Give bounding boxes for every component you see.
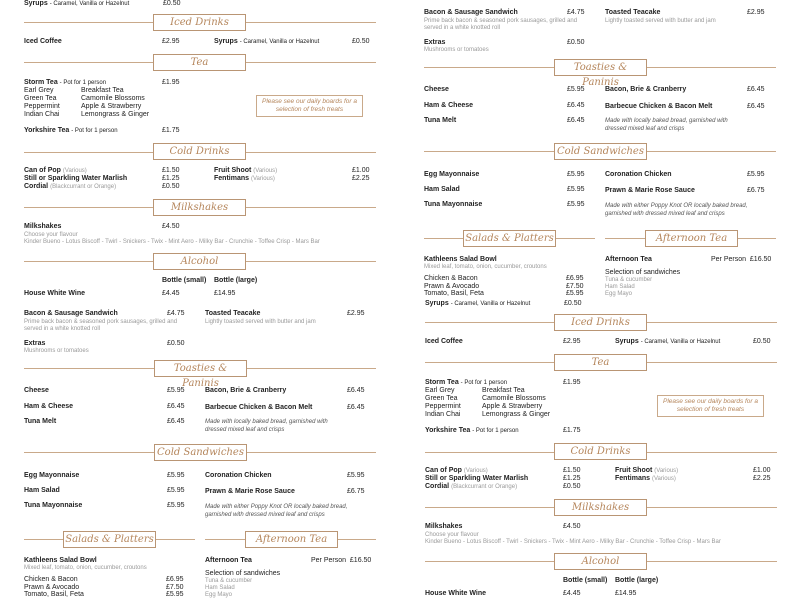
item-name: Bacon & Sausage Sandwich — [424, 9, 518, 16]
item-name: Coronation Chicken — [205, 472, 272, 479]
item-name: Afternoon Tea — [205, 557, 252, 564]
section-header-toasties: Toasties & Paninis — [154, 360, 247, 377]
item-price: £0.50 — [162, 183, 180, 190]
item-name: Bacon & Sausage Sandwich — [24, 310, 118, 317]
column-header: Bottle (large) — [615, 577, 659, 584]
item-price: £6.45 — [567, 102, 585, 109]
section-header-cold-drinks: Cold Drinks — [153, 143, 246, 160]
item-price: £6.45 — [167, 403, 185, 410]
item-name: Barbecue Chicken & Bacon Melt — [605, 103, 713, 110]
item-price: £1.00 — [352, 167, 370, 174]
item-name: Bacon, Brie & Cranberry — [205, 387, 287, 394]
drinks-menu — [401, 300, 800, 600]
item-desc: served in a white knotted roll — [424, 25, 501, 31]
item-price: £2.95 — [347, 310, 365, 317]
item-name: Tuna Melt — [24, 418, 57, 425]
tea-variety: Indian Chai — [425, 411, 461, 418]
section-header-cold-sandwiches: Cold Sandwiches — [154, 444, 247, 461]
section-header-tea: Tea — [554, 354, 647, 371]
item-note: Made with either Poppy Knot OR locally baked bread, — [605, 203, 748, 209]
note-line: selection of fresh treats — [275, 106, 344, 113]
item-name: Can of Pop (Various) — [425, 467, 488, 474]
item-name: Egg Mayonnaise — [424, 171, 480, 178]
section-header-salads: Salads & Platters — [463, 230, 556, 247]
item-name: Ham & Cheese — [24, 403, 74, 410]
syrups-price: £0.50 — [163, 0, 181, 7]
item-name: Iced Coffee — [24, 38, 62, 45]
section-header-milkshakes: Milkshakes — [153, 199, 246, 216]
item-price: £0.50 — [352, 38, 370, 45]
tea-variety: Breakfast Tea — [81, 87, 124, 94]
salad-option: Tomato, Basil, Feta — [24, 591, 84, 598]
tea-variety: Apple & Strawberry — [482, 403, 543, 410]
item-name: Storm Tea - Pot for 1 person — [425, 379, 508, 386]
column-header: Bottle (small) — [563, 577, 608, 584]
tea-variety: Lemongrass & Ginger — [482, 411, 551, 418]
item-desc: Lightly toasted served with butter and jam — [205, 319, 316, 325]
sandwich-option: Egg Mayo — [205, 592, 233, 598]
syrups-item: Syrups - Caramel, Vanilla or Hazelnut — [425, 300, 531, 307]
item-name: Iced Coffee — [425, 338, 463, 345]
note-line: Please see our daily boards for a — [662, 398, 759, 405]
item-price: £0.50 — [753, 338, 771, 345]
tea-variety: Earl Grey — [425, 387, 455, 394]
item-price: £4.45 — [563, 590, 581, 597]
food-menu — [0, 301, 400, 600]
syrups-price: £0.50 — [564, 300, 582, 307]
item-price: £5.95 — [167, 502, 185, 509]
flavour-list: Kinder Bueno - Lotus Biscoff - Twirl - Snickers - Twix - Mint Aero - Milky Bar - Crunchie - Toffee Crisp - Mars Bar — [24, 239, 320, 245]
note-line: Please see our daily boards for a — [261, 98, 358, 105]
item-name: Milkshakes — [24, 223, 62, 230]
item-price: £6.45 — [747, 86, 765, 93]
item-desc: Prime back bacon & seasoned pork sausages, grilled and — [24, 319, 178, 325]
tea-variety: Camomile Blossoms — [81, 95, 145, 102]
item-name: Yorkshire Tea - Pot for 1 person — [24, 127, 118, 134]
section-header-salads: Salads & Platters — [63, 531, 156, 548]
item-name: Fruit Shoot (Various) — [615, 467, 679, 474]
item-name: Cheese — [424, 86, 449, 93]
item-price: £1.95 — [162, 79, 180, 86]
item-price: £4.50 — [563, 523, 581, 530]
item-desc: Selection of sandwiches — [605, 269, 681, 276]
item-price: £5.95 — [567, 186, 585, 193]
item-name: Cheese — [24, 387, 49, 394]
item-name: Afternoon Tea — [605, 256, 652, 263]
item-name: Kathleens Salad Bowl — [424, 256, 497, 263]
item-price: £6.45 — [567, 117, 585, 124]
item-name: Fentimans (Various) — [615, 475, 676, 482]
item-price: £1.50 — [162, 167, 180, 174]
tea-variety: Peppermint — [425, 403, 461, 410]
item-name: Extras — [24, 340, 46, 347]
item-name: Toasted Teacake — [605, 9, 661, 16]
item-desc: Mixed leaf, tomato, onion, cucumber, croutons — [424, 264, 547, 270]
item-price: £4.75 — [167, 310, 185, 317]
item-price: £1.25 — [162, 175, 180, 182]
item-price: £2.95 — [162, 38, 180, 45]
sandwich-option: Egg Mayo — [605, 291, 633, 297]
tea-variety: Breakfast Tea — [482, 387, 525, 394]
food-menu — [400, 0, 800, 300]
salad-option: Prawn & Avocado — [24, 584, 80, 591]
item-name: Cordial (Blackcurrant or Orange) — [24, 183, 117, 190]
item-name: Prawn & Marie Rose Sauce — [205, 488, 295, 495]
item-note: garnished with dressed mixed leaf and crisps — [605, 211, 725, 217]
item-desc: Choose your flavour — [425, 532, 479, 538]
column-header: Bottle (small) — [162, 277, 207, 284]
item-name: Kathleens Salad Bowl — [24, 557, 97, 564]
item-name: Syrups - Caramel, Vanilla or Hazelnut — [615, 338, 721, 345]
item-note: garnished with dressed mixed leaf and crisps — [205, 512, 325, 518]
item-name: Still or Sparkling Water Marlish — [425, 475, 529, 482]
item-note: Made with either Poppy Knot OR locally baked bread, — [205, 504, 348, 510]
tea-variety: Lemongrass & Ginger — [81, 111, 150, 118]
section-header-tea: Tea — [153, 54, 246, 71]
item-name: Fentimans (Various) — [214, 175, 275, 182]
item-price: £1.00 — [753, 467, 771, 474]
section-header-milkshakes: Milkshakes — [554, 499, 647, 516]
item-note: dressed mixed leaf and crisps — [605, 126, 685, 132]
column-header: Bottle (large) — [214, 277, 258, 284]
menu-tile-food-top-right — [400, 0, 800, 300]
section-header-afternoon-tea: Afternoon Tea — [245, 531, 338, 548]
item-price: £5.95 — [166, 591, 184, 598]
tea-variety: Green Tea — [425, 395, 458, 402]
item-price: £6.45 — [747, 103, 765, 110]
item-name: Storm Tea - Pot for 1 person — [24, 79, 107, 86]
daily-boards-note — [657, 395, 764, 417]
item-price: £5.95 — [747, 171, 765, 178]
item-desc: Mushrooms or tomatoes — [24, 348, 89, 354]
menu-tile-food-bottom-left — [0, 300, 400, 600]
item-price: £5.95 — [567, 86, 585, 93]
item-price: £0.50 — [167, 340, 185, 347]
item-price: £6.45 — [167, 418, 185, 425]
section-header-iced-drinks: Iced Drinks — [554, 314, 647, 331]
daily-boards-note — [256, 95, 363, 117]
item-price: £5.95 — [167, 472, 185, 479]
item-name: Syrups - Caramel, Vanilla or Hazelnut — [214, 38, 320, 45]
menu-tile-drinks-top-left — [0, 0, 400, 300]
item-price: £0.50 — [567, 39, 585, 46]
item-name: House White Wine — [24, 290, 85, 297]
item-price: £6.75 — [347, 488, 365, 495]
item-name: Fruit Shoot (Various) — [214, 167, 278, 174]
item-price: Per Person £16.50 — [711, 256, 772, 263]
tea-variety: Camomile Blossoms — [482, 395, 546, 402]
item-price: £1.25 — [563, 475, 581, 482]
item-note: Made with locally baked bread, garnished with — [605, 118, 728, 124]
section-header-iced-drinks: Iced Drinks — [153, 14, 246, 31]
item-desc: Mixed leaf, tomato, onion, cucumber, croutons — [24, 565, 147, 571]
item-desc: Selection of sandwiches — [205, 570, 281, 577]
drinks-menu — [0, 0, 400, 300]
salad-option: Prawn & Avocado — [424, 283, 480, 290]
item-price: £4.50 — [162, 223, 180, 230]
item-name: Ham & Cheese — [424, 102, 474, 109]
salad-option: Chicken & Bacon — [424, 275, 478, 282]
item-price: £5.95 — [567, 201, 585, 208]
section-header-alcohol: Alcohol — [554, 553, 647, 570]
item-price: £6.45 — [347, 387, 365, 394]
item-name: Can of Pop (Various) — [24, 167, 87, 174]
item-desc: Choose your flavour — [24, 232, 78, 238]
item-name: House White Wine — [425, 590, 486, 597]
item-price: £5.95 — [566, 290, 584, 297]
item-price: £7.50 — [166, 584, 184, 591]
item-name: Barbecue Chicken & Bacon Melt — [205, 404, 313, 411]
sandwich-option: Tuna & cucumber — [605, 277, 653, 283]
item-price: £2.25 — [753, 475, 771, 482]
item-name: Egg Mayonnaise — [24, 472, 80, 479]
note-line: selection of fresh treats — [676, 406, 745, 413]
item-name: Tuna Mayonnaise — [424, 201, 483, 208]
item-price: £6.75 — [747, 187, 765, 194]
item-price: £0.50 — [563, 483, 581, 490]
sandwich-option: Tuna & cucumber — [205, 578, 253, 584]
item-price: £7.50 — [566, 283, 584, 290]
item-name: Prawn & Marie Rose Sauce — [605, 187, 695, 194]
item-name: Toasted Teacake — [205, 310, 261, 317]
item-price: £5.95 — [347, 472, 365, 479]
item-desc: served in a white knotted roll — [24, 326, 101, 332]
item-note: dressed mixed leaf and crisps — [205, 427, 285, 433]
item-name: Still or Sparkling Water Marlish — [24, 175, 128, 182]
item-price: £1.75 — [563, 427, 581, 434]
item-price: £14.95 — [214, 290, 236, 297]
item-price: £14.95 — [615, 590, 637, 597]
item-name: Yorkshire Tea - Pot for 1 person — [425, 427, 519, 434]
item-price: £1.50 — [563, 467, 581, 474]
sandwich-option: Ham Salad — [605, 284, 635, 290]
flavour-list: Kinder Bueno - Lotus Biscoff - Twirl - Snickers - Twix - Mint Aero - Milky Bar - Crunchie - Toffee Crisp - Mars Bar — [425, 539, 721, 545]
item-price: £2.95 — [563, 338, 581, 345]
item-desc: Mushrooms or tomatoes — [424, 47, 489, 53]
tea-variety: Indian Chai — [24, 111, 60, 118]
tea-variety: Earl Grey — [24, 87, 54, 94]
item-price: £5.95 — [567, 171, 585, 178]
item-price: £4.45 — [162, 290, 180, 297]
item-name: Tuna Mayonnaise — [24, 502, 83, 509]
item-name: Tuna Melt — [424, 117, 457, 124]
item-price: £5.95 — [167, 487, 185, 494]
section-header-cold-drinks: Cold Drinks — [554, 443, 647, 460]
item-price: £1.95 — [563, 379, 581, 386]
item-price: £6.45 — [347, 404, 365, 411]
item-price: Per Person £16.50 — [311, 557, 372, 564]
menu-tile-drinks-bottom-right — [400, 300, 800, 600]
section-header-cold-sandwiches: Cold Sandwiches — [554, 143, 647, 160]
item-desc: Prime back bacon & seasoned pork sausages, grilled and — [424, 18, 578, 24]
item-name: Ham Salad — [424, 186, 460, 193]
item-note: Made with locally baked bread, garnished with — [205, 419, 328, 425]
item-name: Extras — [424, 39, 446, 46]
section-header-toasties: Toasties & Paninis — [554, 59, 647, 76]
syrups-item: Syrups - Caramel, Vanilla or Hazelnut — [24, 0, 130, 7]
item-name: Cordial (Blackcurrant or Orange) — [425, 483, 518, 490]
item-price: £5.95 — [167, 387, 185, 394]
tea-variety: Apple & Strawberry — [81, 103, 142, 110]
item-name: Coronation Chicken — [605, 171, 672, 178]
item-price: £6.95 — [566, 275, 584, 282]
section-header-afternoon-tea: Afternoon Tea — [645, 230, 738, 247]
item-name: Ham Salad — [24, 487, 60, 494]
item-desc: Lightly toasted served with butter and jam — [605, 18, 716, 24]
tea-variety: Green Tea — [24, 95, 57, 102]
item-price: £2.95 — [747, 9, 765, 16]
item-name: Milkshakes — [425, 523, 463, 530]
sandwich-option: Ham Salad — [205, 585, 235, 591]
item-price: £2.25 — [352, 175, 370, 182]
salad-option: Tomato, Basil, Feta — [424, 290, 484, 297]
item-name: Bacon, Brie & Cranberry — [605, 86, 687, 93]
salad-option: Chicken & Bacon — [24, 576, 78, 583]
tea-variety: Peppermint — [24, 103, 60, 110]
item-price: £1.75 — [162, 127, 180, 134]
item-price: £4.75 — [567, 9, 585, 16]
item-price: £6.95 — [166, 576, 184, 583]
section-header-alcohol: Alcohol — [153, 253, 246, 270]
